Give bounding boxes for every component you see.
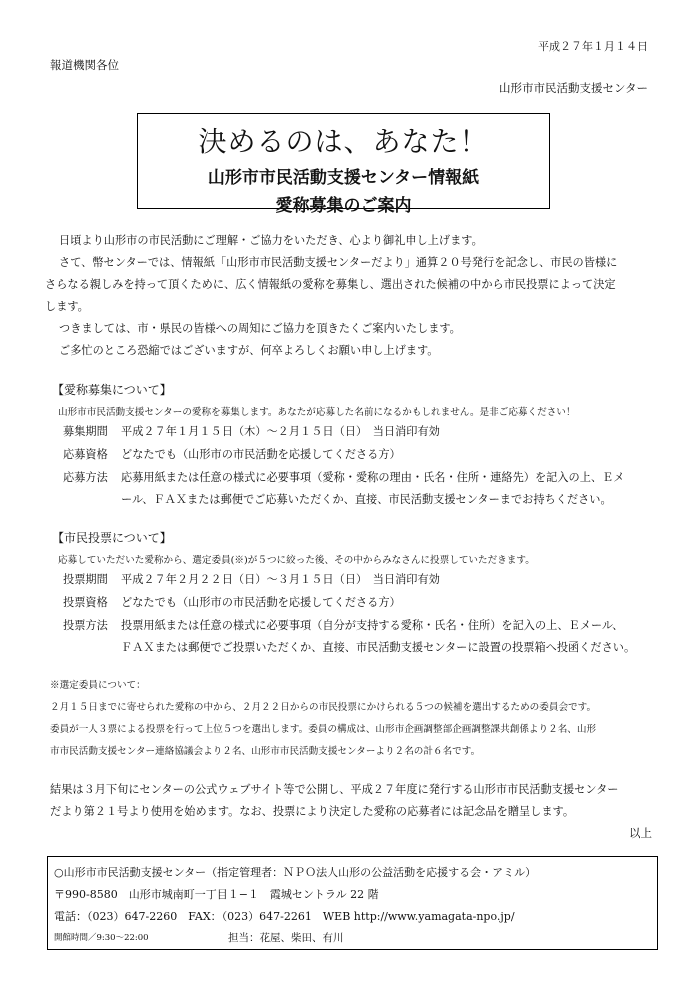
section1-method-line2: ール、ＦＡＸまたは郵便でご応募いただくか、直接、市民活動支援センターまでお持ちください。 [121,493,612,506]
section2-qual-label: 投票資格 [63,596,108,609]
section1-period-row [63,423,440,439]
main-title: 決めるのは、あなた！ [198,125,489,158]
section1-period-label: 募集期間 [63,425,108,438]
committee-heading: ※選定委員について： [50,680,146,691]
footer-address: 〒990-8580 山形市城南町一丁目１−１ 霞城セントラル 22 階 [54,888,379,901]
section2-period: 平成２７年２月２２日（日）～３月１５日（日） 当日消印有効 [121,573,440,586]
document-date: 平成２７年１月１４日 [538,40,648,53]
subtitle-2: 愛称募集のご案内 [275,196,412,216]
result-line1: 結果は３月下旬にセンターの公式ウェブサイト等で公開し、平成２７年度に発行する山形市市民活動支援センター [50,783,619,796]
subtitle-1: 山形市市民活動支援センター情報紙 [207,168,480,188]
section1-method-label: 応募方法 [63,471,108,484]
committee-line3: 市市民活動支援センター連絡協議会より２名、山形市市民活動支援センターより２名の計６名です。 [50,746,481,757]
intro-p2-line2: さらなる親しみを持って頂くために、広く情報紙の愛称を募集し、選出された候補の中から市民投票によって決定 [45,278,616,291]
section1-period: 平成２７年１月１５日（木）～２月１５日（日） 当日消印有効 [121,425,440,438]
section2-method-label: 投票方法 [63,619,108,632]
section1-method-line1: 応募用紙または任意の様式に必要事項（愛称・愛称の理由・氏名・住所・連絡先）を記入の上、Ｅメ [121,471,625,484]
intro-p2-line1: さて、幣センターでは、情報紙「山形市市民活動支援センターだより」通算２０号発行を記念し、市民の皆様に [59,256,618,269]
section2-qual: どなたでも（山形市の市民活動を応援してくださる方） [121,596,401,609]
intro-p3: つきましては、市・県民の皆様への周知にご協力を頂きたくご案内いたします。 [59,322,461,335]
intro-p1: 日頃より山形市の市民活動にご理解・ご協力をいただき、心より御礼申し上げます。 [59,234,483,247]
contact-box [47,856,658,950]
section2-heading: 【市民投票について】 [52,531,172,545]
section2-lead: 応募していただいた愛称から、選定委員(※)が５つに絞った後、その中からみなさんに投票していただきます。 [58,555,535,566]
footer-staff: 担当：花屋、柴田、有川 [228,932,344,944]
section1-qual-row [63,446,401,462]
intro-p4: ご多忙のところ恐縮ではございますが、何卒よろしくお願い申し上げます。 [59,344,439,357]
section1-qual: どなたでも（山形市の市民活動を応援してくださる方） [121,448,401,461]
committee-line2: 委員が一人３票による投票を行って上位５つを選出します。委員の構成は、山形市企画調整部企画調整課共創係より２名、山形 [50,724,597,735]
footer-hours: 開館時間／9:30～22:00 [54,933,149,943]
sender: 山形市市民活動支援センター [498,81,648,95]
section2-qual-row [63,594,401,610]
section2-method-line1: 投票用紙または任意の様式に必要事項（自分が支持する愛称・氏名・住所）を記入の上、Ｅメール、 [121,619,624,632]
committee-line1: ２月１５日までに寄せられた愛称の中から、２月２２日からの市民投票にかけられる５つの候補を選出するための委員会です。 [50,702,597,713]
ending-mark: 以上 [629,826,652,840]
section1-lead: 山形市市民活動支援センターの愛称を募集します。あなたが応募した名前になるかもしれません。是非ご応募ください！ [58,407,576,418]
footer-contact: 電話：（023）647-2260 FAX：（023）647-2261 WEB http://www.yamagata-npo.jp/ [54,910,515,923]
result-line2: だより第２１号より使用を始めます。なお、投票により決定した愛称の応募者には記念品を贈呈します。 [50,805,575,818]
section2-method-line2: ＦＡＸまたは郵便でご投票いただくか、直接、市民活動支援センターに設置の投票箱へ投函ください。 [121,641,636,654]
footer-org: ○山形市市民活動支援センター（指定管理者：ＮＰＯ法人山形の公益活動を応援する会・アミル） [54,866,537,879]
section2-method-row [63,617,623,633]
section1-method-row [63,469,624,485]
intro-p2-line3: します。 [45,300,89,313]
recipient: 報道機関各位 [50,58,119,72]
section2-period-row [63,571,440,587]
section1-qual-label: 応募資格 [63,448,108,461]
section1-heading: 【愛称募集について】 [52,383,172,397]
title-box [137,113,550,216]
section2-period-label: 投票期間 [63,573,108,586]
